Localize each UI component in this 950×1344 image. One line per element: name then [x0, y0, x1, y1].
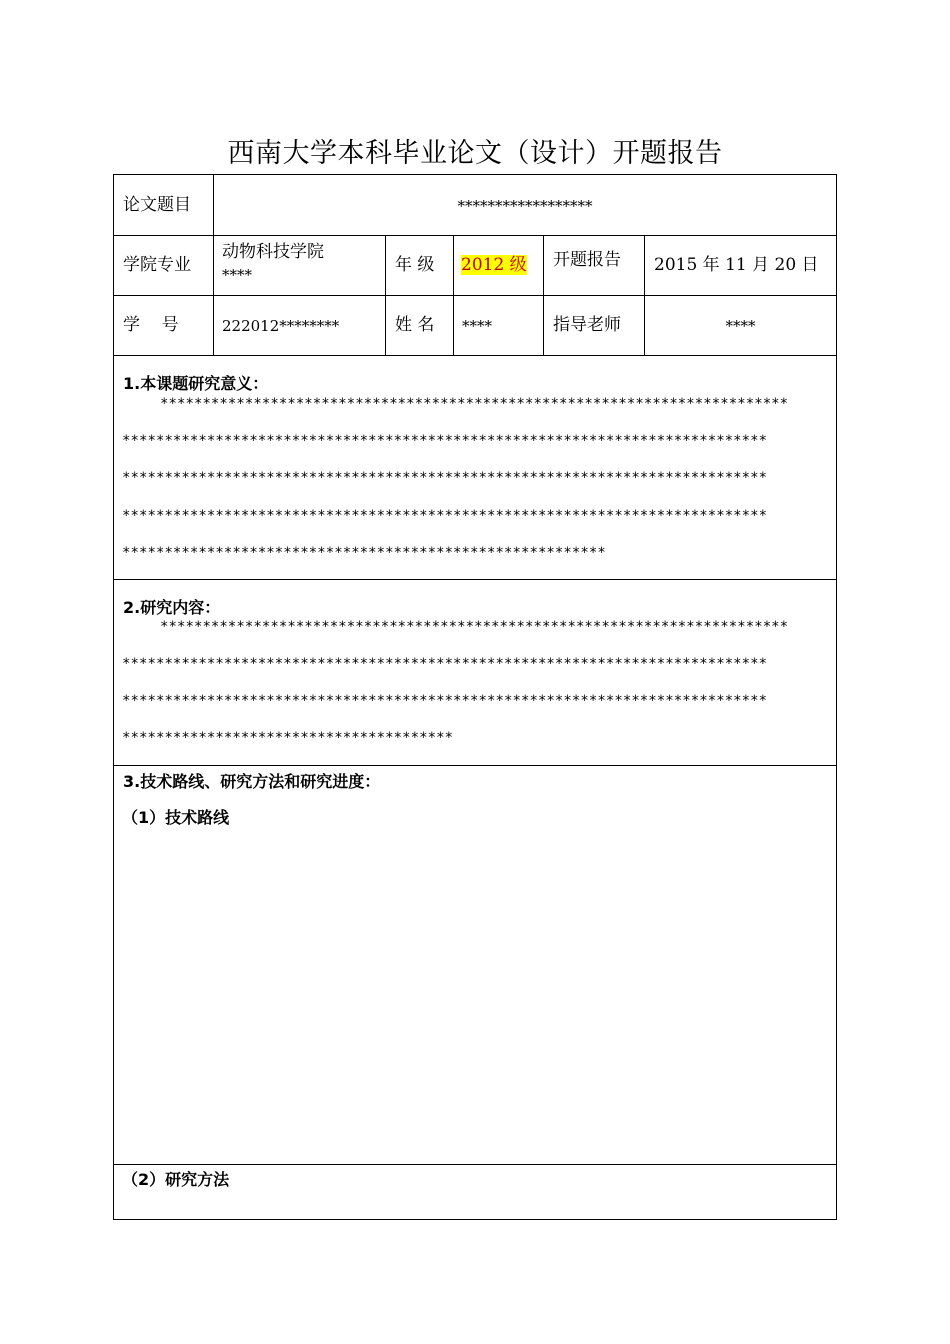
section-1-line: **************************************************************************** [122, 470, 768, 486]
grade-value-text: 2012 级 [461, 255, 527, 275]
section-1-line: ********************************************************* [122, 545, 606, 561]
row-divider [114, 1164, 836, 1165]
section-2-title: 2.研究内容： [123, 598, 221, 617]
page-title: 西南大学本科毕业论文（设计）开题报告 [227, 138, 723, 169]
row-divider [114, 235, 836, 236]
thesis-title-label: 论文题目 [123, 195, 191, 215]
name-label: 姓 名 [395, 315, 435, 335]
row-divider [114, 355, 836, 356]
col-divider [453, 235, 454, 355]
col-divider [644, 235, 645, 355]
section-2-line: **************************************************************************** [122, 656, 768, 672]
advisor-label: 指导老师 [553, 315, 621, 335]
section-1-line: **************************************************************************** [122, 433, 768, 449]
section-2-line: **************************************************************************** [122, 693, 768, 709]
row-divider [114, 295, 836, 296]
college-value-line1[interactable]: 动物科技学院 [222, 242, 324, 262]
advisor-value[interactable]: **** [725, 317, 756, 335]
section-1-line: **************************************************************************** [122, 508, 768, 524]
name-value[interactable]: **** [462, 317, 492, 335]
technical-route-area[interactable] [115, 835, 835, 1161]
college-value-line2[interactable]: **** [222, 266, 252, 284]
section-1-line: ************************************************************************** [160, 396, 789, 412]
section-1-title: 1.本课题研究意义： [123, 374, 269, 393]
row-divider [114, 765, 836, 766]
col-divider [543, 235, 544, 355]
section-3-sub1-title: （1）技术路线 [122, 808, 230, 827]
college-label: 学院专业 [123, 255, 191, 275]
section-2-line: *************************************** [122, 730, 454, 746]
grade-value[interactable] [461, 254, 527, 276]
thesis-title-value[interactable]: ****************** [457, 197, 593, 215]
row-divider [114, 579, 836, 580]
student-id-value[interactable]: 222012******** [222, 317, 340, 335]
grade-label: 年 级 [395, 255, 435, 275]
section-3-title: 3.技术路线、研究方法和研究进度： [123, 772, 381, 791]
report-date[interactable]: 2015 年 11 月 20 日 [654, 255, 819, 275]
section-3-sub2-title: （2）研究方法 [122, 1170, 230, 1189]
report-label: 开题报告 [553, 250, 621, 270]
section-2-line: ************************************************************************** [160, 619, 789, 635]
proposal-form [113, 174, 837, 1220]
student-id-label: 学 号 [123, 315, 179, 335]
col-divider [385, 235, 386, 355]
